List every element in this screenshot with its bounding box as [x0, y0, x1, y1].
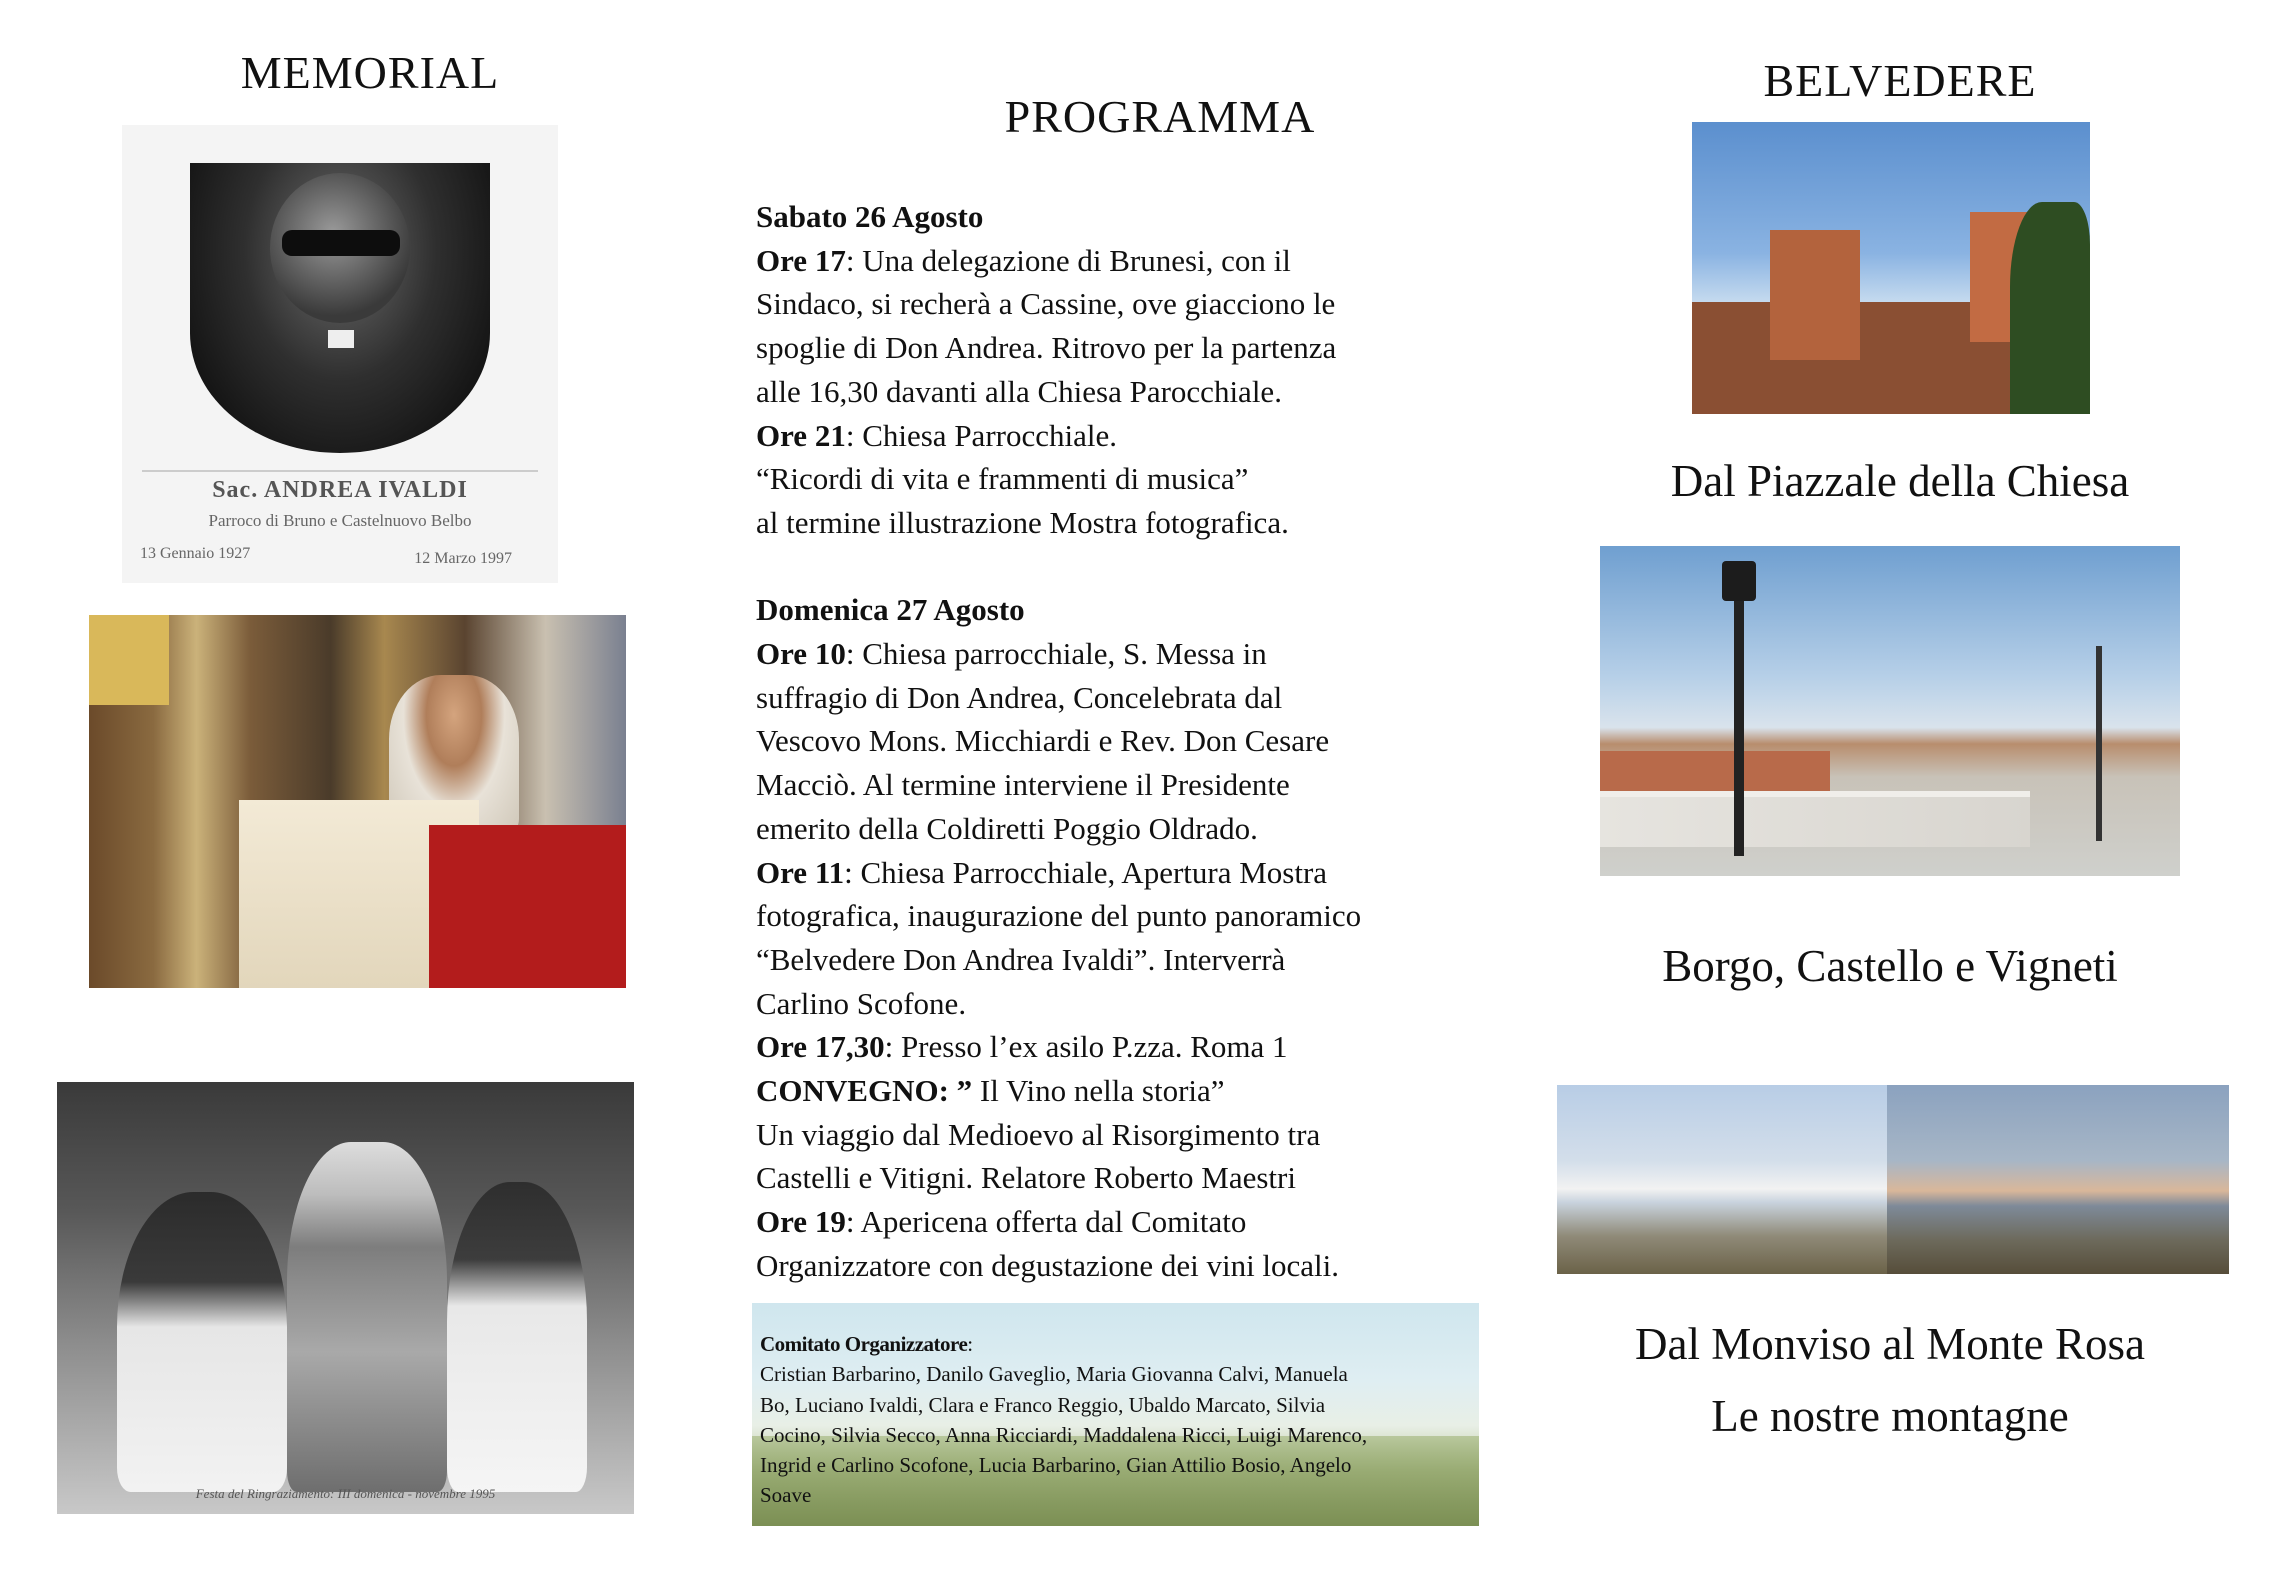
caption-montagne: Le nostre montagne: [1711, 1391, 2069, 1441]
programma-line: [756, 1069, 1516, 1113]
portrait-glasses: [282, 230, 400, 256]
programma-line: [756, 195, 1516, 239]
programma-line: [756, 1113, 1516, 1157]
portrait-collar: [328, 330, 354, 348]
photo-red-vestment: [429, 825, 626, 988]
photo-window-detail: [89, 615, 169, 705]
mass-photo: [89, 615, 626, 988]
programma-line-bold: Ore 17,30: [756, 1029, 885, 1065]
programma-line-text: “Belvedere Don Andrea Ivaldi”. Interverrà: [756, 941, 1286, 977]
programma-line-text: Sindaco, si recherà a Cassine, ove giacciono le: [756, 286, 1336, 322]
programma-line: [756, 326, 1516, 370]
programma-line-text: spoglie di Don Andrea. Ritrovo per la partenza: [756, 330, 1337, 366]
programma-line: [756, 763, 1516, 807]
committee-heading-line: Comitato Organizzatore:: [760, 1332, 974, 1356]
programma-line-text: : Chiesa Parrocchiale, Apertura Mostra: [844, 854, 1328, 890]
belvedere-photo: [1600, 546, 2180, 876]
programma-line: [756, 1025, 1516, 1069]
programma-line-bold: Domenica 27 Agosto: [756, 592, 1025, 628]
committee-line: Ingrid e Carlino Scofone, Lucia Barbarino, Gian Attilio Bosio, Angelo: [760, 1453, 1352, 1478]
programma-line-text: : Apericena offerta dal Comitato: [845, 1204, 1247, 1240]
programma-line-text: Il Vino nella storia”: [972, 1073, 1225, 1109]
programma-line: [756, 545, 1516, 589]
programma-line: [756, 938, 1516, 982]
committee-heading: Comitato Organizzatore: [760, 1332, 968, 1356]
committee-box: [752, 1303, 1479, 1526]
programma-line-text: “Ricordi di vita e frammenti di musica”: [756, 461, 1249, 497]
caption-borgo: Borgo, Castello e Vigneti: [1662, 941, 2118, 991]
programma-line: [756, 632, 1516, 676]
committee-line: Bo, Luciano Ivaldi, Clara e Franco Reggio, Ubaldo Marcato, Silvia: [760, 1392, 1326, 1417]
programma-line-text: suffragio di Don Andrea, Concelebrata dal: [756, 679, 1283, 715]
photo-figure-left: [117, 1192, 287, 1492]
programma-line-bold: Ore 21: [756, 417, 846, 453]
caption-monviso: Dal Monviso al Monte Rosa: [1635, 1319, 2145, 1369]
programma-line: [756, 1244, 1516, 1288]
programma-line-text: Organizzatore con degustazione dei vini locali.: [756, 1247, 1340, 1283]
programma-line: [756, 807, 1516, 851]
photo-balustrade: [1600, 791, 2030, 847]
photo-lamp: [1722, 561, 1756, 601]
card-divider: [142, 470, 538, 472]
photo-bell-tower: [1770, 230, 1860, 360]
photo-figure-right: [447, 1182, 587, 1492]
programma-line-bold: Ore 17: [756, 242, 846, 278]
programma-line-text: : Chiesa Parrocchiale.: [845, 417, 1117, 453]
programma-line-text: : Presso l’ex asilo P.zza. Roma 1: [884, 1029, 1288, 1065]
photo-mountains-right: [1887, 1085, 2229, 1274]
programma-line: [756, 719, 1516, 763]
photo-lamp-post-far: [2096, 646, 2102, 841]
programma-line: [756, 588, 1516, 632]
programma-line: [756, 414, 1516, 458]
programma-title: PROGRAMMA: [1004, 91, 1316, 142]
programma-line: [756, 1200, 1516, 1244]
programma-text: [756, 195, 1516, 1288]
programma-line-text: : Chiesa parrocchiale, S. Messa in: [845, 636, 1267, 672]
programma-line-text: Un viaggio dal Medioevo al Risorgimento tra: [756, 1116, 1321, 1152]
programma-line: [756, 282, 1516, 326]
programma-line-text: Macciò. Al termine interviene il Presidente: [756, 767, 1290, 803]
photo-mountains-left: [1557, 1085, 1887, 1274]
church-photo: [1692, 122, 2090, 414]
caption-piazzale: Dal Piazzale della Chiesa: [1670, 456, 2130, 506]
programma-line-text: Vescovo Mons. Micchiardi e Rev. Don Cesare: [756, 723, 1330, 759]
memorial-card-photo: [122, 125, 558, 583]
committee-line: Cocino, Silvia Secco, Anna Ricciardi, Maddalena Ricci, Luigi Marenco,: [760, 1422, 1368, 1447]
programma-line-bold: CONVEGNO: ”: [756, 1073, 973, 1109]
programma-line-text: alle 16,30 davanti alla Chiesa Parocchiale.: [756, 373, 1282, 409]
photo-lamp-post: [1734, 566, 1744, 856]
programma-line-text: fotografica, inaugurazione del punto panoramico: [756, 898, 1362, 934]
programma-line: [756, 894, 1516, 938]
programma-line: [756, 851, 1516, 895]
programma-line-text: : Una delegazione di Brunesi, con il: [845, 242, 1291, 278]
belvedere-title: BELVEDERE: [1763, 55, 2037, 106]
photo-figure-bishop: [287, 1142, 447, 1492]
committee-line: Soave: [760, 1483, 812, 1508]
card-parish: Parroco di Bruno e Castelnuovo Belbo: [208, 511, 472, 530]
programma-line-bold: Ore 19: [756, 1204, 846, 1240]
programma-line: [756, 457, 1516, 501]
programma-line: [756, 1156, 1516, 1200]
programma-line-bold: Sabato 26 Agosto: [756, 199, 984, 234]
programma-line-text: Carlino Scofone.: [756, 985, 967, 1021]
bw-photo-caption: Festa del Ringraziamento: III domenica - novembre 1995: [195, 1486, 496, 1501]
programma-line: [756, 982, 1516, 1026]
photo-tree: [2010, 202, 2090, 414]
programma-line: [756, 676, 1516, 720]
programma-line-text: emerito della Coldiretti Poggio Oldrado.: [756, 810, 1258, 846]
card-death-date: 12 Marzo 1997: [414, 550, 512, 567]
programma-line-text: Castelli e Vitigni. Relatore Roberto Maestri: [756, 1160, 1296, 1196]
programma-line: [756, 239, 1516, 283]
mountains-photo: [1557, 1085, 2229, 1274]
committee-text: [760, 1329, 1475, 1511]
programma-line-bold: Ore 11: [756, 854, 845, 890]
programma-line: [756, 501, 1516, 545]
programma-line-text: al termine illustrazione Mostra fotografica.: [756, 504, 1289, 540]
committee-line: Cristian Barbarino, Danilo Gaveglio, Maria Giovanna Calvi, Manuela: [760, 1362, 1348, 1387]
card-name: Sac. ANDREA IVALDI: [212, 477, 468, 503]
card-birth-date: 13 Gennaio 1927: [140, 545, 251, 562]
ceremony-bw-photo: [57, 1082, 634, 1514]
programma-line: [756, 370, 1516, 414]
memorial-title: MEMORIAL: [240, 47, 500, 98]
programma-line-bold: Ore 10: [756, 636, 846, 672]
